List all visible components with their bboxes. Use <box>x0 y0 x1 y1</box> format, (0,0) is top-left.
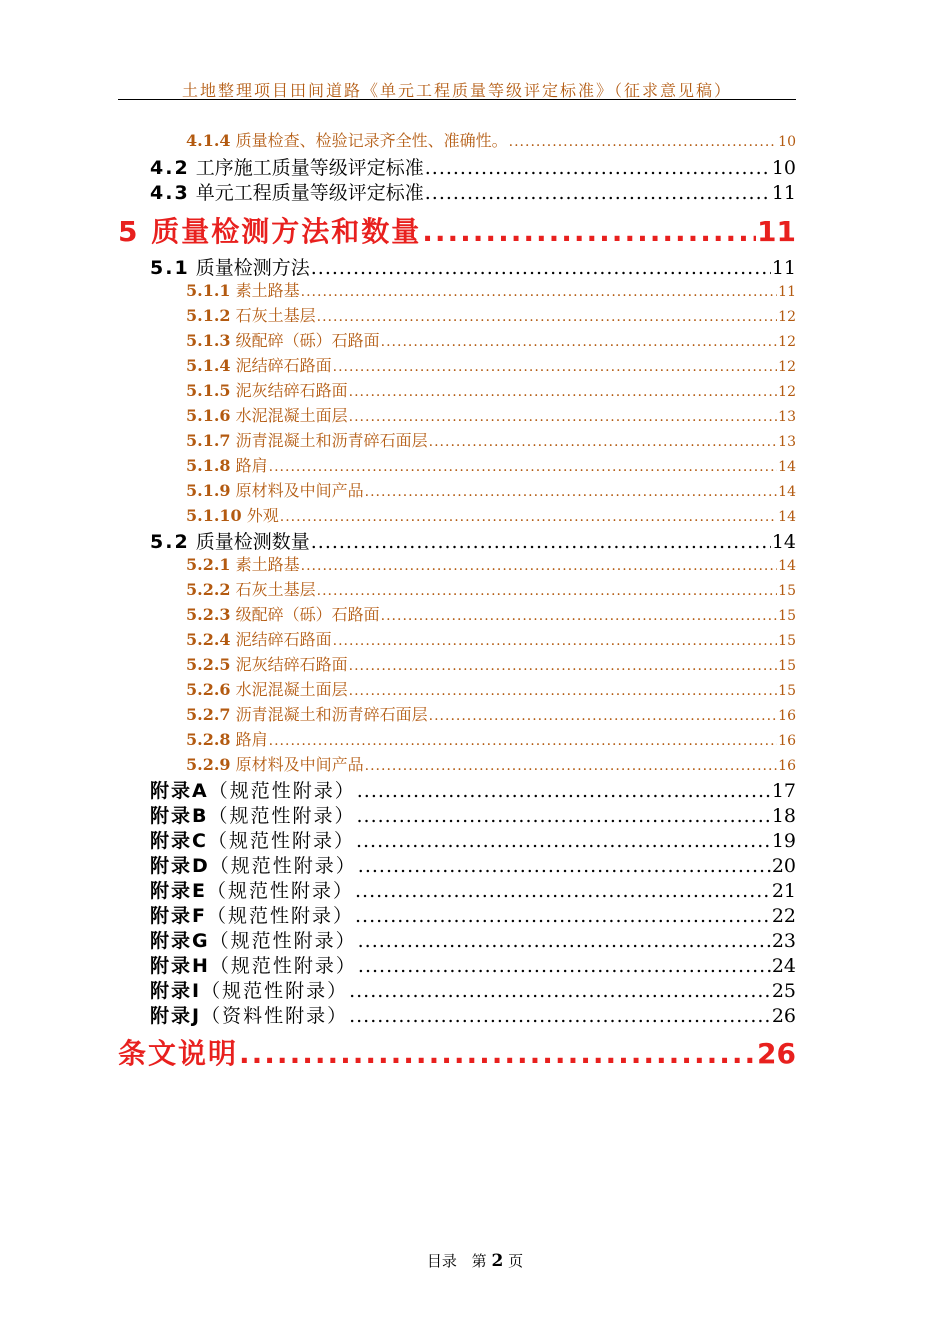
toc-entry-label <box>186 478 364 501</box>
toc-leader-dots <box>381 334 778 350</box>
toc-entry[interactable] <box>186 428 796 451</box>
toc-entry[interactable] <box>150 976 796 1003</box>
toc-entry-title: （规范性附录） <box>206 880 354 902</box>
toc-leader-dots <box>317 309 778 325</box>
toc-entry-label <box>186 128 508 151</box>
toc-leader-dots <box>355 905 771 927</box>
toc-leader-dots <box>365 484 778 500</box>
toc-entry-number: 5.2 <box>150 531 190 553</box>
toc-entry-number: 附录D <box>150 855 210 877</box>
toc-leader-dots <box>429 708 778 724</box>
toc-leader-dots <box>349 409 778 425</box>
toc-entry-page: 11 <box>778 284 796 300</box>
toc-entry-title: （规范性附录） <box>206 905 354 927</box>
toc-entry-number: 5.2.7 <box>186 705 231 724</box>
toc-entry-page: 12 <box>778 384 796 400</box>
toc-entry-number: 附录I <box>150 980 202 1002</box>
toc-entry-label <box>186 752 364 775</box>
toc-entry-number: 附录E <box>150 880 207 902</box>
toc-entry-page: 18 <box>771 805 796 827</box>
toc-entry-label <box>186 303 316 326</box>
toc-entry-label <box>186 552 300 575</box>
toc-entry-number: 附录H <box>150 955 210 977</box>
toc-entry-page: 15 <box>778 658 796 674</box>
toc-entry[interactable] <box>186 577 796 600</box>
toc-entry-number: 附录G <box>150 930 210 952</box>
toc-entry-title: 石灰土基层 <box>235 580 316 599</box>
toc-entry-number: 5.1.1 <box>186 281 231 300</box>
toc-entry-label <box>150 253 310 280</box>
toc-entry-title: 工序施工质量等级评定标准 <box>195 157 424 179</box>
toc-entry-title: （规范性附录） <box>201 980 349 1002</box>
toc-entry-number: 5.2.3 <box>186 605 231 624</box>
toc-entry[interactable] <box>118 210 796 250</box>
toc-entry[interactable] <box>150 901 796 928</box>
toc-leader-dots <box>317 583 778 599</box>
toc-entry-label <box>186 677 348 700</box>
toc-entry-page: 23 <box>771 930 796 952</box>
toc-entry-label <box>186 328 380 351</box>
toc-leader-dots <box>301 558 778 574</box>
toc-entry-title: 条文说明 <box>118 1037 239 1070</box>
toc-entry-page: 12 <box>778 359 796 375</box>
toc-entry[interactable] <box>150 776 796 803</box>
toc-entry-label <box>186 428 428 451</box>
toc-leader-dots <box>349 980 771 1002</box>
toc-entry[interactable] <box>150 527 796 554</box>
toc-entry-title: （规范性附录） <box>209 930 357 952</box>
toc-leader-dots <box>355 880 771 902</box>
toc-leader-dots <box>239 1037 756 1070</box>
toc-entry-page: 13 <box>778 434 796 450</box>
page-header: 土地整理项目田间道路《单元工程质量等级评定标准》（征求意见稿） <box>181 81 732 100</box>
page-footer <box>0 1250 950 1271</box>
toc-entry-label <box>118 210 421 250</box>
toc-leader-dots <box>349 658 778 674</box>
toc-entry-number: 5.2.4 <box>186 630 231 649</box>
toc-entry-number: 5.2.8 <box>186 730 231 749</box>
toc-entry-number: 4.1.4 <box>186 131 231 150</box>
toc-entry-title: 质量检测方法 <box>195 257 310 279</box>
toc-entry-label <box>150 801 356 828</box>
toc-entry-title: 泥结碎石路面 <box>235 356 332 375</box>
toc-entry-page: 10 <box>771 157 796 179</box>
toc-entry-label <box>186 453 268 476</box>
toc-entry-title: 素土路基 <box>235 281 300 300</box>
toc-entry-label <box>150 153 424 180</box>
toc-entry[interactable] <box>150 178 796 205</box>
toc-entry-title: （规范性附录） <box>208 780 356 802</box>
toc-entry[interactable] <box>150 951 796 978</box>
toc-entry[interactable] <box>186 353 796 376</box>
toc-entry-title: 质量检查、检验记录齐全性、准确性。 <box>235 131 508 150</box>
toc-entry-label <box>150 851 357 878</box>
toc-entry-page: 16 <box>778 733 796 749</box>
toc-entry-page: 21 <box>771 880 796 902</box>
toc-entry[interactable] <box>150 876 796 903</box>
toc-entry-label <box>150 951 357 978</box>
footer-page-prefix: 第 <box>471 1252 487 1270</box>
toc-entry-page: 15 <box>778 633 796 649</box>
toc-entry[interactable] <box>186 727 796 750</box>
footer-label: 目录 <box>426 1252 457 1270</box>
toc-entry-number: 附录F <box>150 905 207 927</box>
toc-entry-title: 外观 <box>246 506 279 525</box>
toc-entry[interactable] <box>186 652 796 675</box>
toc-leader-dots <box>357 805 771 827</box>
toc-entry-page: 11 <box>757 215 796 248</box>
toc-entry[interactable] <box>186 328 796 351</box>
toc-entry[interactable] <box>186 702 796 725</box>
toc-entry-number: 5.1.6 <box>186 406 231 425</box>
toc-entry[interactable] <box>186 677 796 700</box>
toc-leader-dots <box>301 284 778 300</box>
toc-entry-number: 4.2 <box>150 157 190 179</box>
toc-entry-page: 14 <box>778 509 796 525</box>
toc-entry[interactable] <box>186 453 796 476</box>
toc-entry-number: 4.3 <box>150 182 190 204</box>
toc-entry[interactable] <box>186 552 796 575</box>
toc-entry-page: 25 <box>771 980 796 1002</box>
toc-entry[interactable] <box>150 1001 796 1028</box>
toc-entry-number: 5.1.7 <box>186 431 231 450</box>
toc-leader-dots <box>381 608 778 624</box>
toc-leader-dots <box>358 955 771 977</box>
toc-leader-dots <box>333 359 778 375</box>
toc-entry-label <box>186 378 348 401</box>
toc-entry-label <box>150 527 310 554</box>
toc-entry-title: 路肩 <box>235 730 268 749</box>
toc-entry-number: 5.2.9 <box>186 755 231 774</box>
toc-entry-title: 原材料及中间产品 <box>235 481 364 500</box>
toc-entry-label <box>150 901 354 928</box>
toc-entry-page: 22 <box>771 905 796 927</box>
toc-entry-page: 12 <box>778 334 796 350</box>
toc-entry-page: 12 <box>778 309 796 325</box>
toc-entry-page: 11 <box>771 182 796 204</box>
toc-entry-label <box>186 652 348 675</box>
toc-entry[interactable] <box>150 801 796 828</box>
toc-entry-number: 5.1.9 <box>186 481 231 500</box>
toc-entry-title: （规范性附录） <box>209 955 357 977</box>
toc-entry-page: 14 <box>778 484 796 500</box>
toc-entry-page: 15 <box>778 608 796 624</box>
toc-entry-page: 14 <box>771 531 796 553</box>
toc-entry-number: 附录J <box>150 1005 202 1027</box>
toc-entry-label <box>186 602 380 625</box>
toc-entry-page: 14 <box>778 558 796 574</box>
toc-entry[interactable] <box>186 478 796 501</box>
toc-entry-title: （资料性附录） <box>201 1005 349 1027</box>
toc-entry-label <box>186 727 268 750</box>
toc-entry-page: 26 <box>771 1005 796 1027</box>
toc-leader-dots <box>311 257 771 279</box>
toc-entry[interactable] <box>150 153 796 180</box>
toc-entry-page: 15 <box>778 583 796 599</box>
toc-entry-number: 附录C <box>150 830 208 852</box>
toc-entry-label <box>186 278 300 301</box>
toc-entry-title: 级配碎（砾）石路面 <box>235 331 380 350</box>
toc-entry-title: 路肩 <box>235 456 268 475</box>
toc-entry-page: 11 <box>771 257 796 279</box>
toc-entry-number: 5.1.10 <box>186 506 242 525</box>
toc-entry-title: 石灰土基层 <box>235 306 316 325</box>
toc-entry-label <box>150 926 357 953</box>
toc-entry-label <box>186 627 332 650</box>
toc-entry-label <box>150 876 354 903</box>
toc-leader-dots <box>358 930 771 952</box>
toc-entry-number: 附录A <box>150 780 209 802</box>
toc-leader-dots <box>349 683 778 699</box>
toc-entry-page: 15 <box>778 683 796 699</box>
footer-page-suffix: 页 <box>508 1252 524 1270</box>
toc-entry-label <box>150 178 424 205</box>
toc-entry-number: 5.1.2 <box>186 306 231 325</box>
toc-entry-page: 19 <box>771 830 796 852</box>
toc-entry-number: 5.1.3 <box>186 331 231 350</box>
toc-leader-dots <box>333 633 778 649</box>
toc-leader-dots <box>349 1005 771 1027</box>
toc-entry-title: 级配碎（砾）石路面 <box>235 605 380 624</box>
toc-entry[interactable] <box>186 752 796 775</box>
toc-leader-dots <box>357 780 771 802</box>
toc-leader-dots <box>356 830 771 852</box>
toc-leader-dots <box>425 182 771 204</box>
toc-leader-dots <box>422 215 756 248</box>
toc-leader-dots <box>429 434 778 450</box>
toc-entry[interactable] <box>186 378 796 401</box>
toc-entry[interactable] <box>186 128 796 151</box>
toc-entry-number: 5.1.5 <box>186 381 231 400</box>
toc-entry[interactable] <box>186 503 796 526</box>
toc-entry-title: 原材料及中间产品 <box>235 755 364 774</box>
toc-entry-number: 5.2.2 <box>186 580 231 599</box>
toc-leader-dots <box>311 531 771 553</box>
toc-entry-number: 5.1 <box>150 257 190 279</box>
toc-entry[interactable] <box>150 851 796 878</box>
toc-entry-label <box>186 353 332 376</box>
toc-entry-number: 5.1.8 <box>186 456 231 475</box>
toc-entry-title: 沥青混凝土和沥青碎石面层 <box>235 705 428 724</box>
toc-entry-page: 13 <box>778 409 796 425</box>
toc-entry-number: 5.1.4 <box>186 356 231 375</box>
toc-entry-number: 5.2.5 <box>186 655 231 674</box>
toc-entry-title: 泥结碎石路面 <box>235 630 332 649</box>
toc-entry-label <box>150 1001 348 1028</box>
toc-entry-title: 水泥混凝土面层 <box>235 680 348 699</box>
toc-entry-label <box>186 403 348 426</box>
toc-entry-title: 水泥混凝土面层 <box>235 406 348 425</box>
toc-entry-title: 素土路基 <box>235 555 300 574</box>
toc-entry[interactable] <box>150 826 796 853</box>
toc-entry[interactable] <box>186 627 796 650</box>
toc-leader-dots <box>349 384 778 400</box>
toc-entry-label <box>118 1032 238 1072</box>
toc-leader-dots <box>509 134 778 150</box>
toc-entry-title: 泥灰结碎石路面 <box>235 655 348 674</box>
toc-entry-title: 质量检测方法和数量 <box>151 215 422 248</box>
toc-entry-title: 质量检测数量 <box>195 531 310 553</box>
toc-entry[interactable] <box>118 1032 796 1072</box>
toc-entry-title: （规范性附录） <box>207 830 355 852</box>
toc-leader-dots <box>365 758 778 774</box>
toc-entry-page: 26 <box>757 1037 796 1070</box>
toc-leader-dots <box>269 733 778 749</box>
toc-entry-page: 14 <box>778 459 796 475</box>
toc-entry-page: 10 <box>778 134 796 150</box>
toc-entry-number: 5.2.6 <box>186 680 231 699</box>
toc-entry[interactable] <box>186 278 796 301</box>
toc-entry-title: （规范性附录） <box>209 855 357 877</box>
toc-entry[interactable] <box>150 253 796 280</box>
toc-leader-dots <box>269 459 778 475</box>
toc-leader-dots <box>358 855 771 877</box>
toc-entry[interactable] <box>186 303 796 326</box>
toc-entry-label <box>186 702 428 725</box>
toc-entry-title: 单元工程质量等级评定标准 <box>195 182 424 204</box>
toc-entry-label <box>186 503 279 526</box>
footer-page-number: 2 <box>491 1251 504 1271</box>
toc-entry-page: 17 <box>771 780 796 802</box>
toc-entry-number: 5.2.1 <box>186 555 231 574</box>
toc-entry-label <box>186 577 316 600</box>
toc-entry-page: 20 <box>771 855 796 877</box>
toc-entry[interactable] <box>186 602 796 625</box>
toc-entry-number: 5 <box>118 215 140 248</box>
toc-entry-title: （规范性附录） <box>208 805 356 827</box>
toc-entry-label <box>150 826 355 853</box>
toc-leader-dots <box>280 509 777 525</box>
toc-entry-number: 附录B <box>150 805 209 827</box>
toc-entry[interactable] <box>150 926 796 953</box>
toc-entry-page: 16 <box>778 758 796 774</box>
toc-entry-page: 24 <box>771 955 796 977</box>
toc-entry[interactable] <box>186 403 796 426</box>
toc-entry-title: 沥青混凝土和沥青碎石面层 <box>235 431 428 450</box>
toc-leader-dots <box>425 157 771 179</box>
toc-entry-title: 泥灰结碎石路面 <box>235 381 348 400</box>
toc-entry-label <box>150 776 356 803</box>
toc-entry-label <box>150 976 348 1003</box>
toc-entry-page: 16 <box>778 708 796 724</box>
